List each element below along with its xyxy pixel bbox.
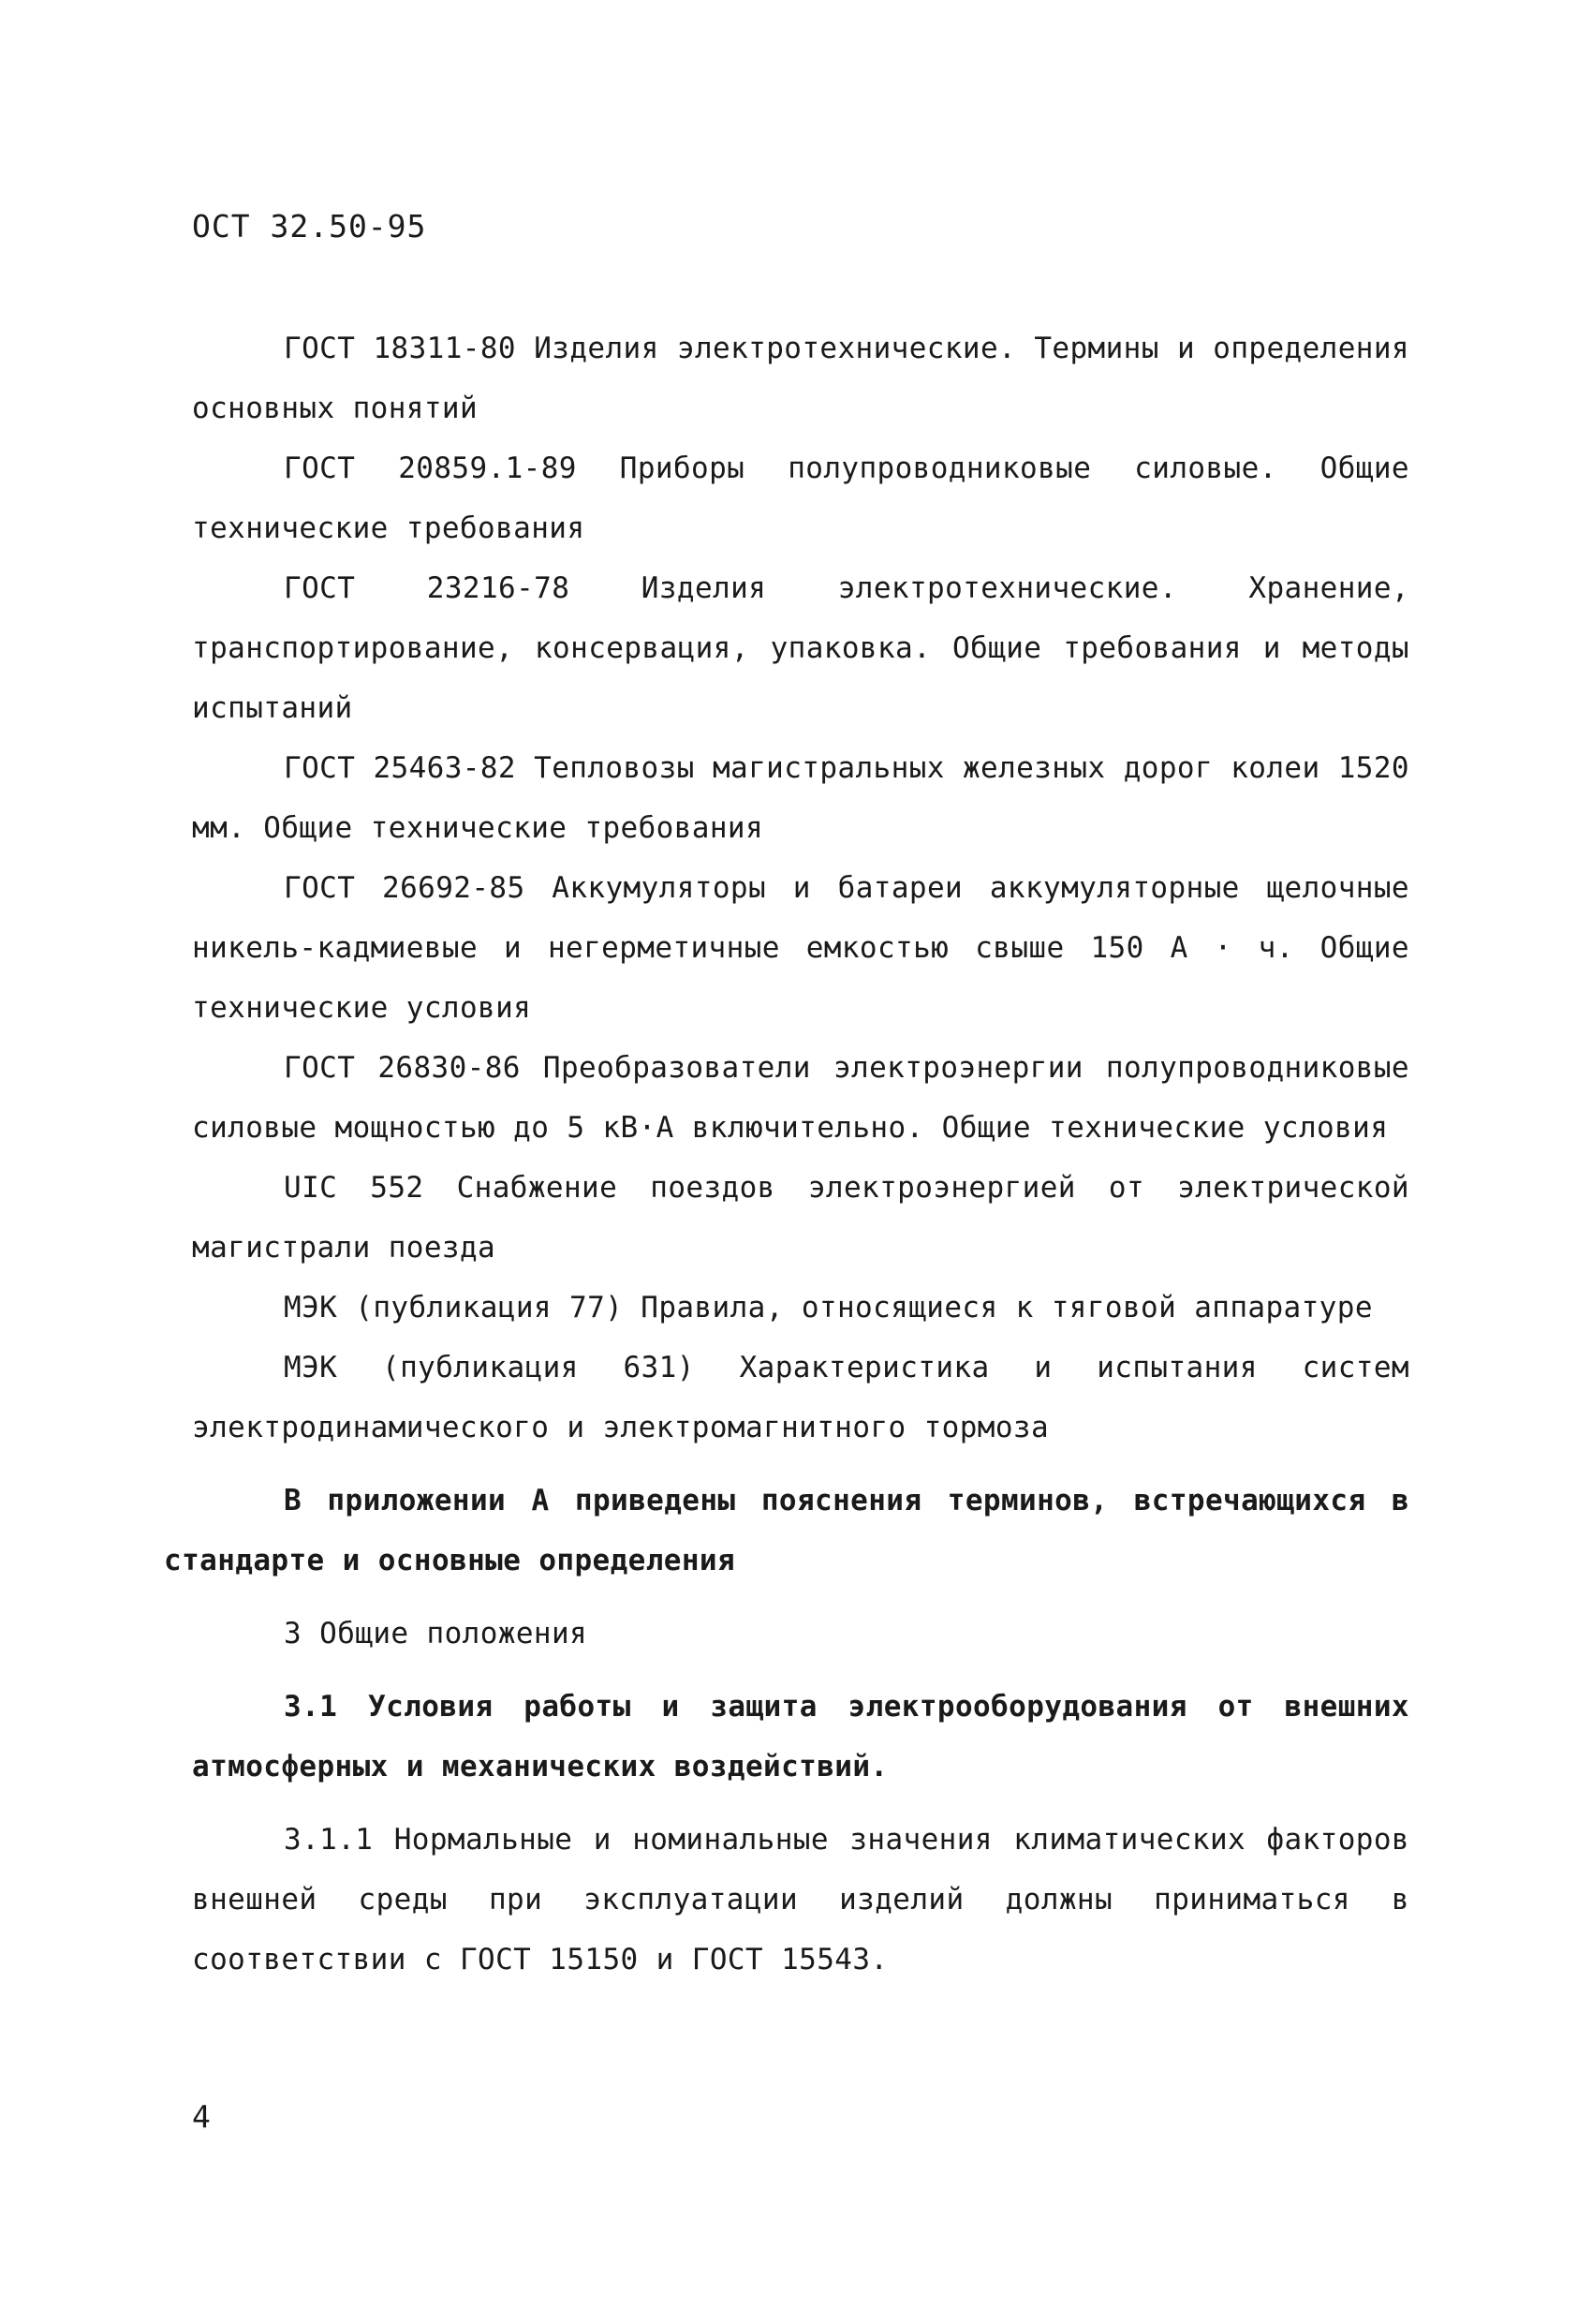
section-3-1: 3.1 Условия работы и защита электрооборудования от внешних атмосферных и механических воздействий. xyxy=(192,1690,1409,1784)
section-3-1-1: 3.1.1 Нормальные и номинальные значения климатических факторов внешней среды при эксплуатации изделий должны приниматься в соответствии с ГОСТ 15150 и ГОСТ 15543. xyxy=(192,1823,1409,1976)
reference-gost-18311: ГОСТ 18311-80 Изделия электротехнические. Термины и определения основных понятий xyxy=(192,332,1409,425)
reference-gost-26830: ГОСТ 26830-86 Преобразователи электроэнергии полупроводниковые силовые мощностью до 5 кВ·А включительно. Общие технические условия xyxy=(192,1051,1409,1145)
page-number: 4 xyxy=(192,2098,211,2135)
section-3-title: 3 Общие положения xyxy=(284,1617,588,1650)
reference-gost-23216: ГОСТ 23216-78 Изделия электротехнические. Хранение, транспортирование, консервация, упаковка. Общие требования и методы испытаний xyxy=(192,571,1409,725)
reference-iec-77: МЭК (публикация 77) Правила, относящиеся к тяговой аппаратуре xyxy=(284,1291,1373,1325)
reference-iec-631: МЭК (публикация 631) Характеристика и испытания систем электродинамического и электромагнитного тормоза xyxy=(192,1351,1409,1444)
document-code-header: ОСТ 32.50-95 xyxy=(192,208,427,244)
reference-gost-25463: ГОСТ 25463-82 Тепловозы магистральных железных дорог колеи 1520 мм. Общие технические требования xyxy=(192,751,1409,845)
document-body xyxy=(164,318,1409,1990)
annex-note: В приложении А приведены пояснения терминов, встречающихся в стандарте и основные определения xyxy=(164,1484,1409,1577)
reference-uic-552: UIC 552 Снабжение поездов электроэнергией от электрической магистрали поезда xyxy=(192,1171,1409,1265)
reference-gost-26692: ГОСТ 26692-85 Аккумуляторы и батареи аккумуляторные щелочные никель-кадмиевые и негерметичные емкостью свыше 150 А · ч. Общие технические условия xyxy=(192,871,1409,1025)
reference-gost-20859: ГОСТ 20859.1-89 Приборы полупроводниковые силовые. Общие технические требования xyxy=(192,451,1409,545)
